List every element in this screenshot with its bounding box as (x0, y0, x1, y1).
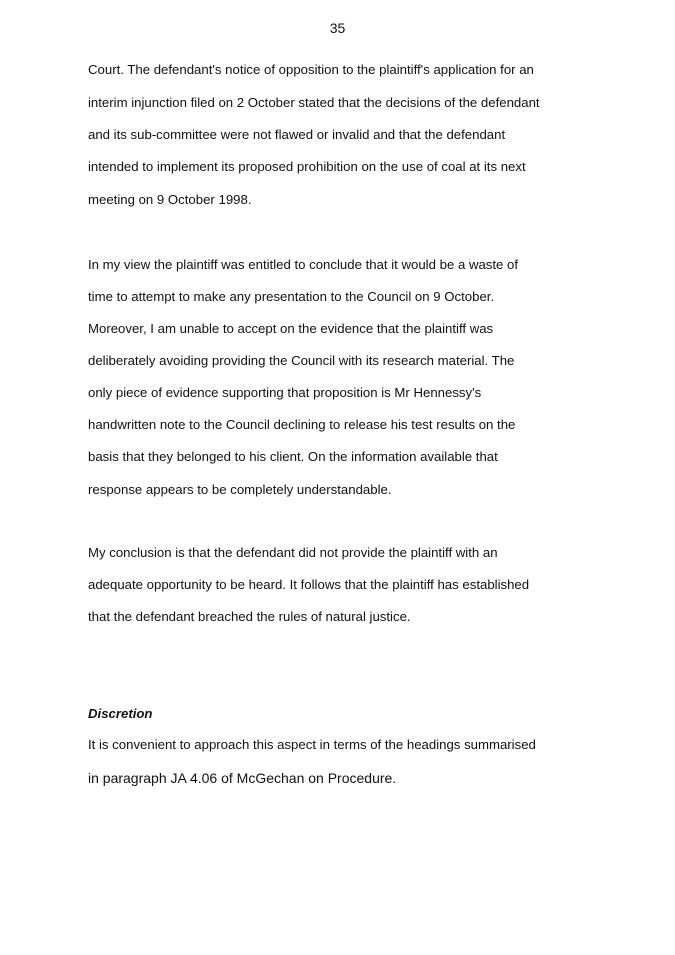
paragraph-2-line-2: time to attempt to make any presentation to the Council on 9 October. (88, 289, 495, 304)
paragraph-3-line-1: My conclusion is that the defendant did not provide the plaintiff with an (88, 545, 498, 560)
paragraph-3-line-2: adequate opportunity to be heard. It follows that the plaintiff has established (88, 577, 530, 592)
paragraph-2-line-4: deliberately avoiding providing the Council with its research material. The (88, 353, 515, 368)
paragraph-2-line-8: response appears to be completely understandable. (88, 482, 392, 497)
paragraph-3-line-3: that the defendant breached the rules of natural justice. (88, 609, 411, 624)
section-heading-discretion: Discretion (88, 706, 153, 721)
paragraph-1-line-5: meeting on 9 October 1998. (88, 192, 252, 207)
paragraph-1-line-2: interim injunction filed on 2 October stated that the decisions of the defendant (88, 95, 540, 110)
paragraph-2-line-3: Moreover, I am unable to accept on the evidence that the plaintiff was (88, 321, 494, 336)
section-line-1: It is convenient to approach this aspect in terms of the headings summarised (88, 737, 536, 752)
section-line-2: in paragraph JA 4.06 of McGechan on Procedure. (88, 770, 397, 786)
paragraph-2-line-6: handwritten note to the Council declining to release his test results on the (88, 417, 516, 432)
paragraph-2-line-1: In my view the plaintiff was entitled to conclude that it would be a waste of (88, 257, 519, 272)
paragraph-1-line-1: Court. The defendant's notice of opposition to the plaintiff's application for an (88, 62, 534, 77)
paragraph-1-line-4: intended to implement its proposed prohibition on the use of coal at its next (88, 159, 526, 174)
paragraph-2-line-5: only piece of evidence supporting that proposition is Mr Hennessy's (88, 385, 482, 400)
paragraph-2-line-7: basis that they belonged to his client. On the information available that (88, 449, 498, 464)
page-number: 35 (329, 20, 346, 36)
paragraph-1-line-3: and its sub-committee were not flawed or invalid and that the defendant (88, 127, 506, 142)
